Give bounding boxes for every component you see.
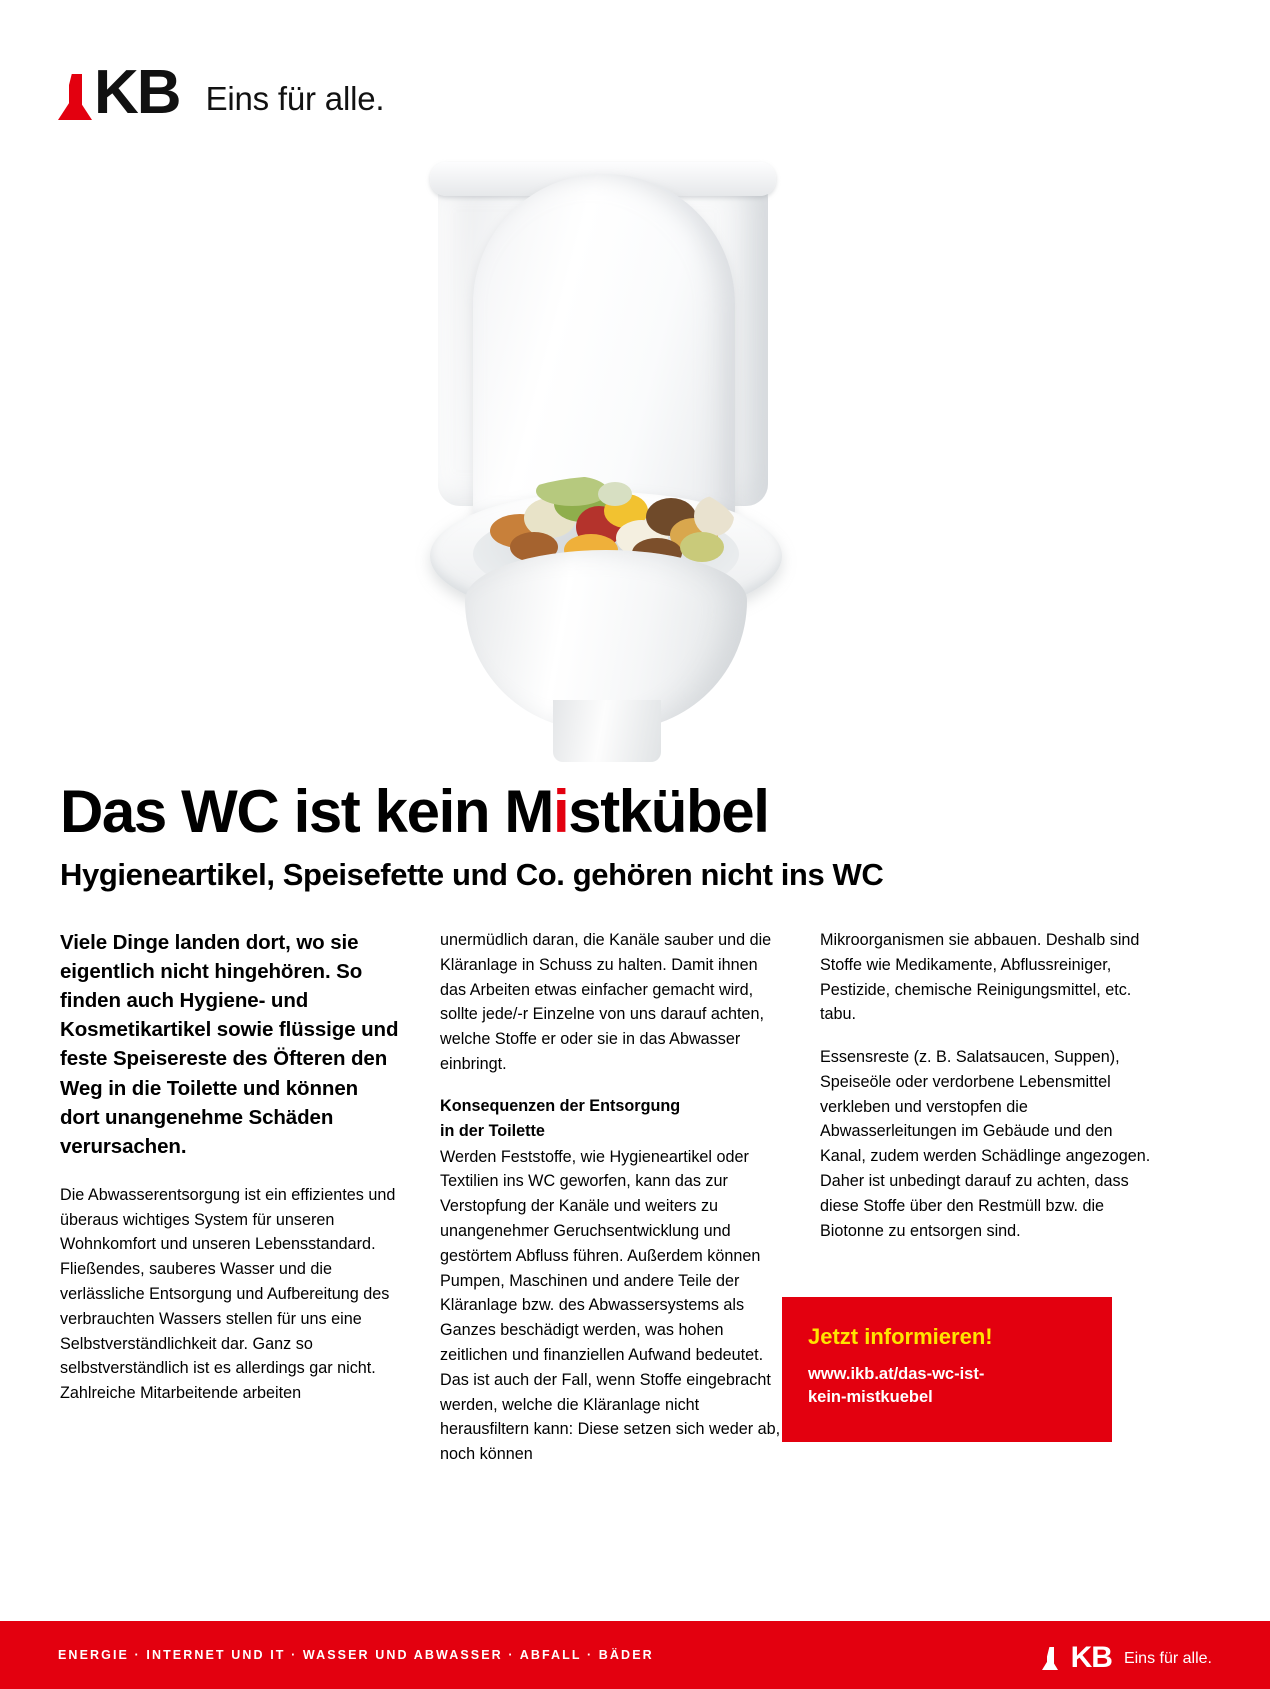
hero-image (0, 140, 1270, 760)
toilet-pedestal (553, 700, 661, 762)
column-3-paragraph-1: Mikroorganismen sie abbauen. Deshalb sind Stoffe wie Medikamente, Abflussreiniger, Pestizide, chemische Reinigungsmittel, etc. tabu. (820, 931, 1140, 1024)
toilet-seat-cover (473, 174, 735, 524)
column-3-paragraph-2: Essensreste (z. B. Salatsaucen, Suppen), Speiseöle oder verdorbene Lebensmittel verkleben und verstopfen die Abwasserleitungen im Gebäude und den Kanal, zudem werden Schädlinge angezogen. Daher ist unbedingt darauf zu achten, dass diese Stoffe über den Restmüll bzw. die Biotonne zu entsorgen sind. (820, 1048, 1151, 1240)
footer (0, 1621, 1270, 1689)
headline-highlight-i: i (552, 778, 569, 845)
column-1-paragraph-1: Die Abwasserentsorgung ist ein effizientes und überaus wichtiges System für unseren Wohnkomfort und unseren Lebensstandard. Fließendes, sauberes Wasser und die verlässliche Entsorgung und Aufbereitung des verbrauchten Wassers stellen für uns eine Selbstverständlichkeit dar. Ganz so selbstverständlich ist es allerdings gar nicht. Zahlreiche Mitarbeitende arbeiten (60, 1185, 396, 1403)
header (58, 58, 385, 128)
cta-title: Jetzt informieren! (808, 1324, 993, 1349)
cta-url[interactable] (808, 1363, 1086, 1409)
page-subtitle: Hygieneartikel, Speisefette und Co. gehören nicht ins WC (60, 857, 884, 892)
ikb-arrow-logo-icon-footer (1042, 1640, 1059, 1670)
cta-url-line2: kein-mistkuebel (808, 1387, 933, 1406)
toilet-illustration (425, 140, 845, 760)
section-heading-line2: in der Toilette (440, 1121, 545, 1140)
section-heading-line1: Konsequenzen der Entsorgung (440, 1096, 681, 1115)
column-1 (60, 928, 402, 1485)
logo-text: KB (94, 58, 180, 128)
footer-claim: Eins für alle. (1123, 1650, 1212, 1667)
footer-logo-text: KB (1070, 1640, 1112, 1674)
page-title (60, 778, 769, 845)
lead-paragraph: Viele Dinge landen dort, wo sie eigentlich nicht hingehören. So finden auch Hygiene- und Kosmetikartikel sowie flüssige und feste Speisereste des Öfteren den Weg in die Toilette und können dort unangenehme Schäden verursachen. (60, 931, 399, 1158)
footer-nav-text: ENERGIE · INTERNET UND IT · WASSER UND ABWASSER · ABFALL · BÄDER (58, 1648, 654, 1662)
ikb-arrow-logo-icon (58, 58, 92, 120)
column-2-paragraph-1: unermüdlich daran, die Kanäle sauber und die Kläranlage in Schuss zu halten. Damit ihnen das Arbeiten etwas einfacher gemacht wird, sollte jede/-r Einzelne von uns darauf achten, welche Stoffe er oder sie in das Abwasser einbringt. (440, 931, 772, 1073)
headline-part2: stkübel (568, 778, 769, 845)
headline-part1: Das WC ist kein M (60, 778, 553, 845)
footer-ikb-logo (1042, 1640, 1212, 1674)
column-2 (440, 928, 782, 1485)
column-2-paragraph-2: Werden Feststoffe, wie Hygieneartikel oder Textilien ins WC geworfen, kann das zur Verstopfung der Kanäle und weiters zu unangenehmer Geruchsentwicklung und gestörtem Abfluss führen. Außerdem können Pumpen, Maschinen und andere Teile der Kläranlage bzw. des Abwassersystems als Ganzes beschädigt werden, was hohen zeitlichen und finanziellen Aufwand bedeutet. Das ist auch der Fall, wenn Stoffe eingebracht werden, welche die Kläranlage nicht herausfiltern kann: Diese setzen sich weder ab, noch können (440, 1147, 781, 1464)
cta-box[interactable] (782, 1297, 1112, 1442)
cta-url-line1: www.ikb.at/das-wc-ist- (808, 1365, 985, 1384)
ikb-logo (58, 58, 180, 128)
brand-claim: Eins für alle. (205, 80, 385, 117)
